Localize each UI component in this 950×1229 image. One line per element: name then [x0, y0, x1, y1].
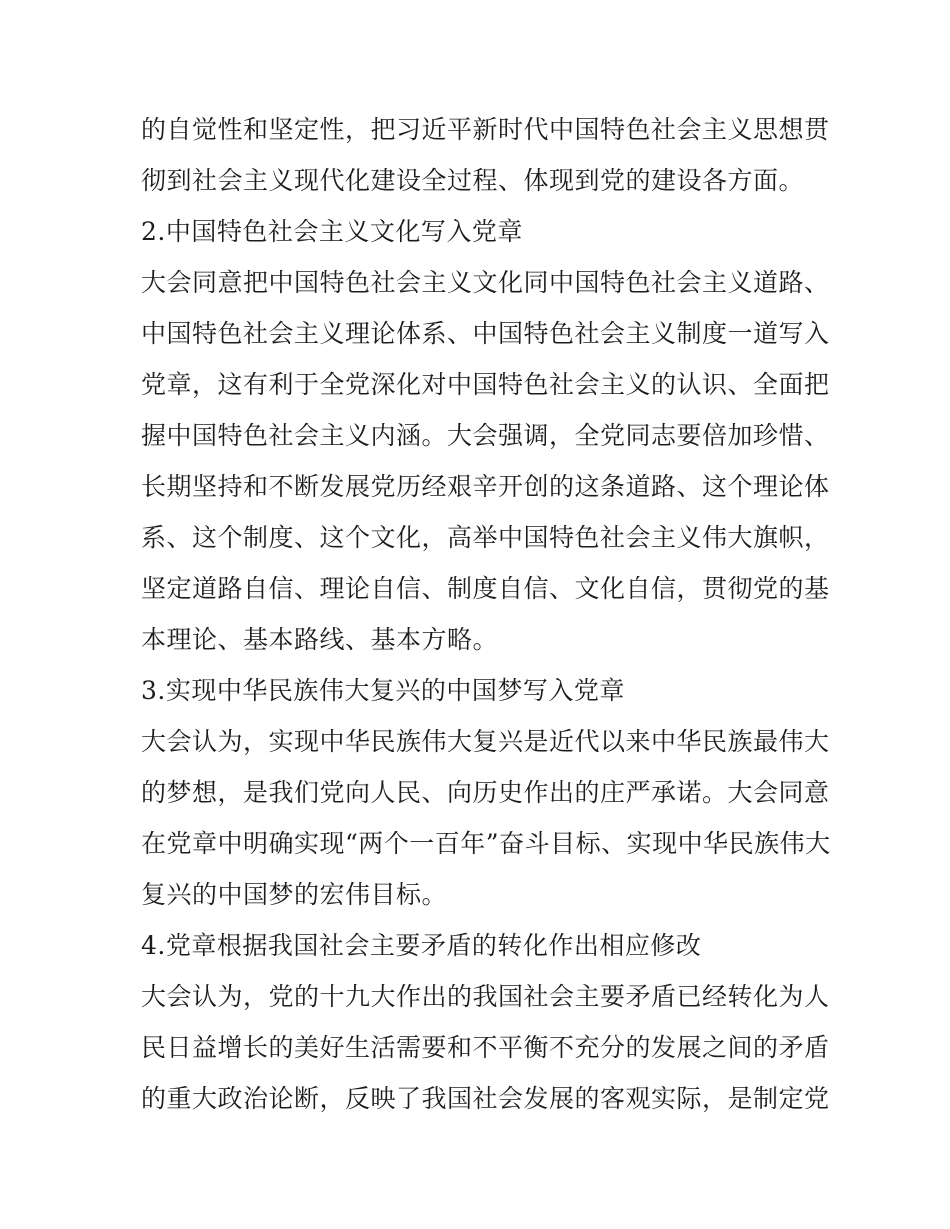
paragraph-line: 的梦想，是我们党向人民、向历史作出的庄严承诺。大会同意: [141, 778, 830, 807]
paragraph-line: 民日益增长的美好生活需要和不平衡不充分的发展之间的矛盾: [141, 1033, 830, 1062]
document-body: [141, 104, 831, 1124]
section-heading: 4.党章根据我国社会主要矛盾的转化作出相应修改: [141, 931, 702, 960]
paragraph-line: 长期坚持和不断发展党历经艰辛开创的这条道路、这个理论体: [141, 472, 830, 501]
paragraph-line: 的重大政治论断，反映了我国社会发展的客观实际，是制定党: [141, 1084, 830, 1113]
paragraph-line: 的自觉性和坚定性，把习近平新时代中国特色社会主义思想贯: [141, 115, 830, 144]
paragraph-line: 大会认为，实现中华民族伟大复兴是近代以来中华民族最伟大: [141, 727, 830, 756]
paragraph-line: 党章，这有利于全党深化对中国特色社会主义的认识、全面把: [141, 370, 830, 399]
paragraph-line: 中国特色社会主义理论体系、中国特色社会主义制度一道写入: [141, 319, 830, 348]
section-heading: 3.实现中华民族伟大复兴的中国梦写入党章: [141, 676, 625, 705]
paragraph-line: 握中国特色社会主义内涵。大会强调，全党同志要倍加珍惜、: [141, 421, 830, 450]
paragraph-line: 在党章中明确实现“两个一百年”奋斗目标、实现中华民族伟大: [141, 829, 831, 858]
paragraph-line: 大会同意把中国特色社会主义文化同中国特色社会主义道路、: [141, 268, 830, 297]
section-heading: 2.中国特色社会主义文化写入党章: [141, 217, 523, 246]
paragraph-line: 本理论、基本路线、基本方略。: [141, 625, 499, 654]
paragraph-line: 坚定道路自信、理论自信、制度自信、文化自信，贯彻党的基: [141, 574, 830, 603]
paragraph-line: 彻到社会主义现代化建设全过程、体现到党的建设各方面。: [141, 166, 805, 195]
paragraph-line: 大会认为，党的十九大作出的我国社会主要矛盾已经转化为人: [141, 982, 830, 1011]
paragraph-line: 系、这个制度、这个文化，高举中国特色社会主义伟大旗帜，: [141, 523, 830, 552]
paragraph-line: 复兴的中国梦的宏伟目标。: [141, 880, 448, 909]
